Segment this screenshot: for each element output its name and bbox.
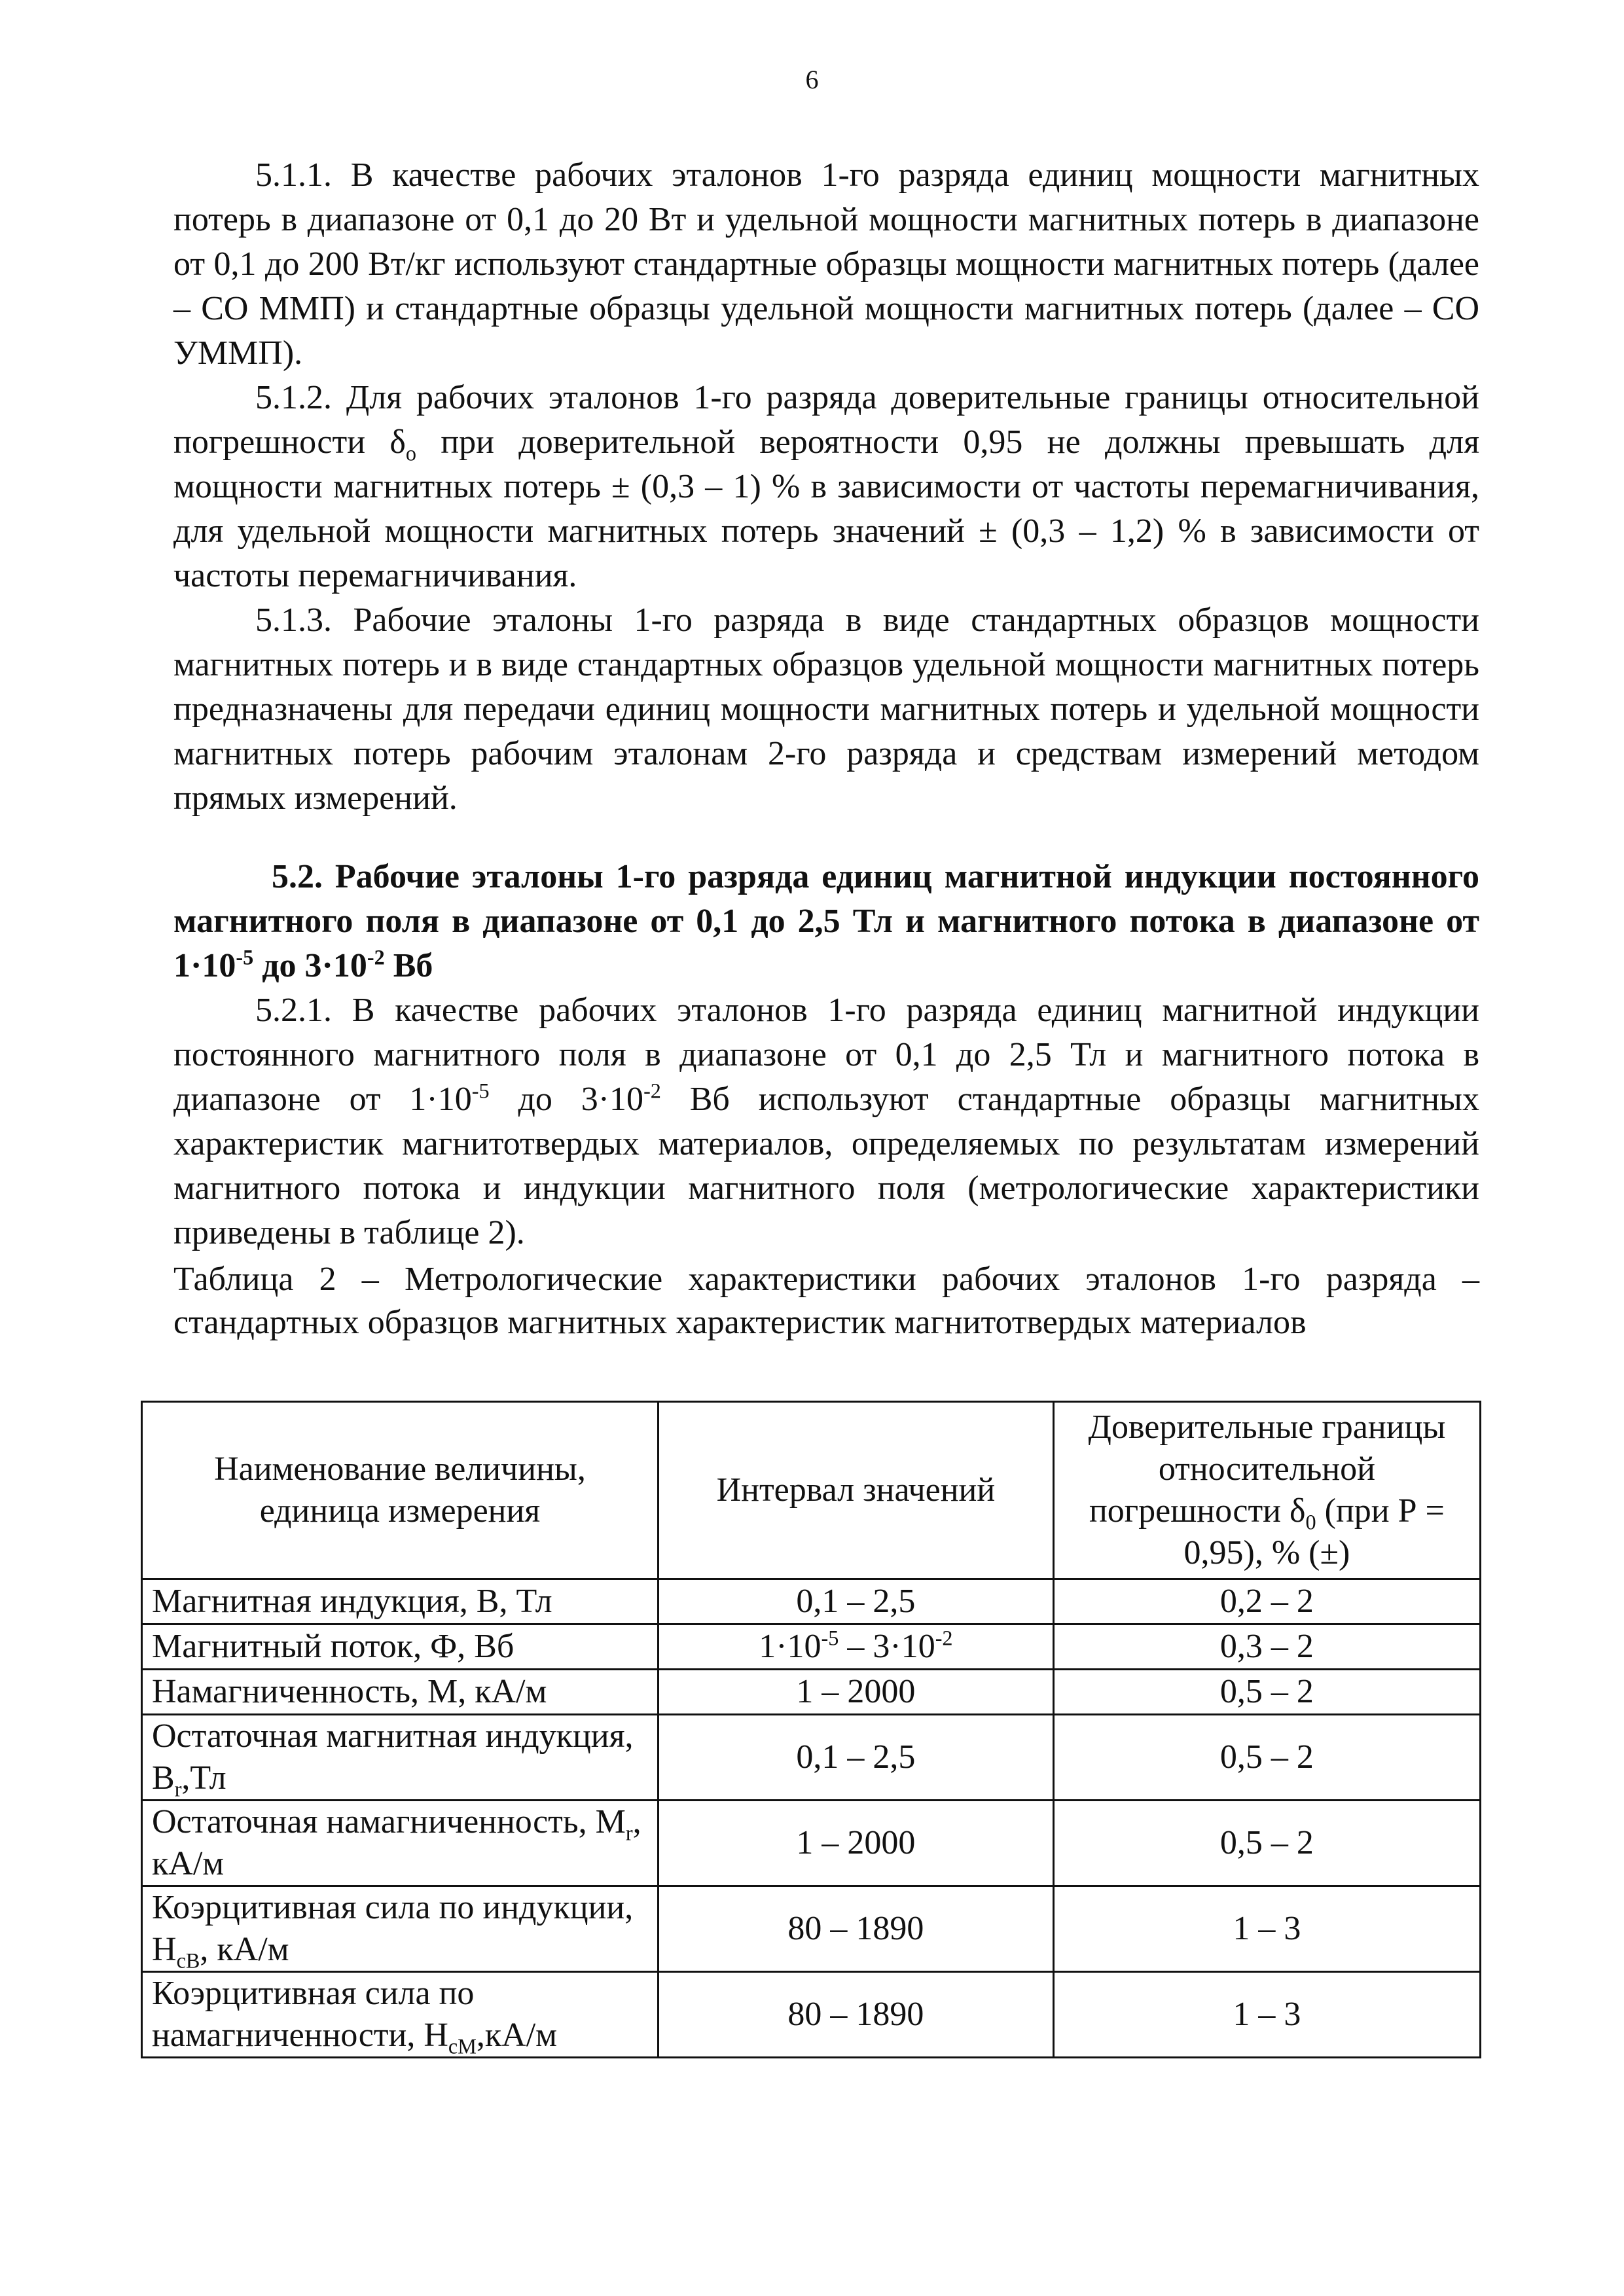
document-body xyxy=(173,153,1479,1344)
header-range: Интервал значений xyxy=(658,1402,1053,1579)
cell-range: 80 – 1890 xyxy=(658,1972,1053,2058)
table-row xyxy=(142,1579,1481,1624)
heading-exponent-2: -2 xyxy=(367,945,385,969)
delta-subscript: о xyxy=(405,441,416,465)
section-heading-5-2 xyxy=(173,855,1479,988)
name-part-a: Коэрцитивная сила по намагниченности, Н xyxy=(152,1975,475,2054)
name-part-b: ,кА/м xyxy=(476,2017,558,2054)
table-row xyxy=(142,1624,1481,1670)
cell-range xyxy=(658,1624,1053,1670)
header-error xyxy=(1053,1402,1480,1579)
cell-error: 0,2 – 2 xyxy=(1053,1579,1480,1624)
metrology-table xyxy=(141,1401,1481,2058)
header-error-subscript: 0 xyxy=(1305,1510,1316,1534)
page-number: 6 xyxy=(805,65,819,94)
name-subscript: r xyxy=(174,1777,182,1801)
table-row xyxy=(142,1670,1481,1715)
heading-part-a: 5.2. Рабочие эталоны 1-го разряда единиц магнитной индукции постоянного магнитного поля в диапазоне от 0,1 до 2,5 Тл и магнитного потока в диапазоне от 1·10 xyxy=(173,858,1479,984)
name-part-a: Коэрцитивная сила по индукции, Н xyxy=(152,1889,634,1968)
name-part-b: , кА/м xyxy=(152,1803,641,1882)
name-part-a: Остаточная магнитная индукция, В xyxy=(152,1717,634,1797)
header-error-part-a: Доверительные границы относительной погрешности δ xyxy=(1088,1408,1446,1530)
range-exponent-2: -2 xyxy=(935,1626,953,1650)
header-error-part-b: (при Р = 0,95), % (±) xyxy=(1183,1492,1445,1571)
cell-error: 1 – 3 xyxy=(1053,1972,1480,2058)
cell-range: 1 – 2000 xyxy=(658,1670,1053,1715)
heading-part-c: Вб xyxy=(384,947,433,984)
table-row xyxy=(142,1715,1481,1801)
cell-name xyxy=(142,1972,659,2058)
paragraph-5-2-1-part-b: до 3·10 xyxy=(489,1081,644,1118)
cell-range: 0,1 – 2,5 xyxy=(658,1715,1053,1801)
paragraph-5-1-2-part-a: 5.1.2. Для рабочих эталонов 1-го разряда доверительные границы относительной погрешности δ xyxy=(173,379,1479,461)
cell-name xyxy=(142,1715,659,1801)
cell-error: 0,5 – 2 xyxy=(1053,1715,1480,1801)
paragraph-5-1-1: 5.1.1. В качестве рабочих эталонов 1-го разряда единиц мощности магнитных потерь в диапазоне от 0,1 до 20 Вт и удельной мощности магнитных потерь в диапазоне от 0,1 до 200 Вт/кг используют стандартные образцы мощности магнитных потерь (далее – СО ММП) и стандартные образцы удельной мощности магнитных потерь (далее – СО УММП). xyxy=(173,156,1479,372)
table-header-row xyxy=(142,1402,1481,1579)
cell-range: 0,1 – 2,5 xyxy=(658,1579,1053,1624)
table-row xyxy=(142,1972,1481,2058)
cell-error: 0,3 – 2 xyxy=(1053,1624,1480,1670)
name-part-b: , кА/м xyxy=(200,1931,289,1968)
table-row xyxy=(142,1801,1481,1886)
cell-error: 1 – 3 xyxy=(1053,1886,1480,1972)
heading-part-b: до 3·10 xyxy=(253,947,367,984)
paragraph-5-2-1-part-c: Вб используют стандартные образцы магнитных характеристик магнитотвердых материалов, определяемых по результатам измерений магнитного потока и индукции магнитного поля (метрологические характеристики приведены в таблице 2). xyxy=(173,1081,1479,1251)
cell-name xyxy=(142,1801,659,1886)
paragraph-5-1-3: 5.1.3. Рабочие эталоны 1-го разряда в виде стандартных образцов мощности магнитных потерь и в виде стандартных образцов удельной мощности магнитных потерь предназначены для передачи единиц мощности магнитных потерь и удельной мощности магнитных потерь рабочим эталонам 2-го разряда и средствам измерений методом прямых измерений. xyxy=(173,601,1479,817)
range-part-b: – 3·10 xyxy=(839,1628,935,1665)
cell-error: 0,5 – 2 xyxy=(1053,1670,1480,1715)
cell-range: 1 – 2000 xyxy=(658,1801,1053,1886)
cell-name: Магнитная индукция, В, Тл xyxy=(142,1579,659,1624)
name-part-a: Остаточная намагниченность, М xyxy=(152,1803,626,1840)
paragraph-5-2-1-part-a: 5.2.1. В качестве рабочих эталонов 1-го разряда единиц магнитной индукции постоянного магнитного поля в диапазоне от 0,1 до 2,5 Тл и магнитного потока в диапазоне от 1·10 xyxy=(173,992,1479,1118)
cell-name: Намагниченность, М, кА/м xyxy=(142,1670,659,1715)
range-exponent-1: -5 xyxy=(821,1626,839,1650)
heading-exponent-1: -5 xyxy=(236,945,254,969)
table-row xyxy=(142,1886,1481,1972)
table-caption: Таблица 2 – Метрологические характеристики рабочих эталонов 1-го разряда – стандартных образцов магнитных характеристик магнитотвердых материалов xyxy=(173,1261,1479,1341)
cell-name: Магнитный поток, Ф, Вб xyxy=(142,1624,659,1670)
paragraph-5-2-1 xyxy=(173,988,1479,1255)
name-subscript: сМ xyxy=(448,2034,477,2058)
paragraph-5-1-2-part-b: при доверительной вероятности 0,95 не должны превышать для мощности магнитных потерь ± (0,3 – 1) % в зависимости от частоты перемагничивания, для удельной мощности магнитных потерь значений ± (0,3 – 1,2) % в зависимости от частоты перемагничивания. xyxy=(173,423,1480,594)
name-subscript: r xyxy=(625,1821,633,1845)
range-part-a: 1·10 xyxy=(759,1628,821,1665)
cell-range: 80 – 1890 xyxy=(658,1886,1053,1972)
name-part-b: ,Тл xyxy=(181,1759,226,1797)
name-subscript: сВ xyxy=(176,1948,200,1973)
paragraph-5-2-1-exponent-2: -2 xyxy=(643,1079,661,1103)
paragraph-5-1-2 xyxy=(173,376,1479,598)
paragraph-5-2-1-exponent-1: -5 xyxy=(471,1079,490,1103)
header-name: Наименование величины, единица измерения xyxy=(142,1402,659,1579)
cell-error: 0,5 – 2 xyxy=(1053,1801,1480,1886)
cell-name xyxy=(142,1886,659,1972)
